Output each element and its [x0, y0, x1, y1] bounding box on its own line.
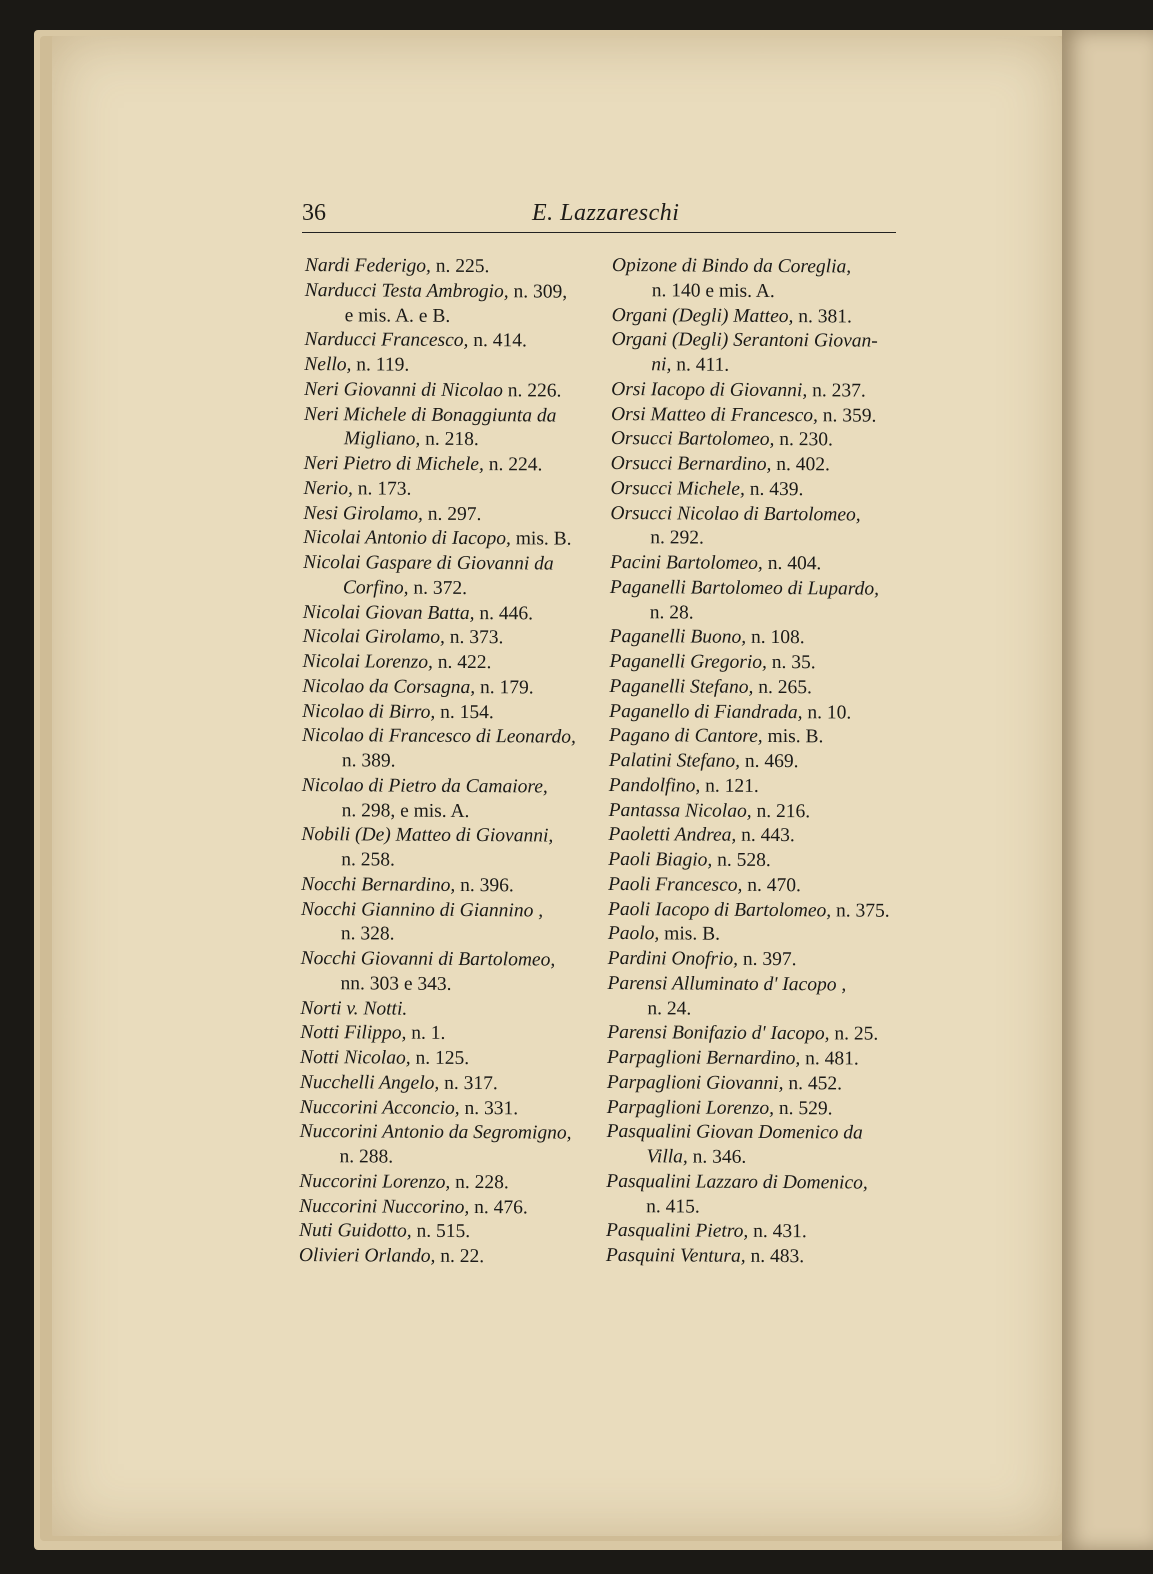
- entry-name: Organi (Degli) Serantoni Giovan-: [611, 329, 878, 352]
- entry-reference: n. 309,: [508, 280, 568, 303]
- index-entry: [609, 724, 913, 751]
- entry-reference: n. 422.: [432, 651, 492, 674]
- entry-reference: n. 125.: [410, 1047, 470, 1070]
- entry-name: Paganelli Gregorio,: [609, 650, 768, 673]
- index-entry: [607, 972, 911, 999]
- entry-reference: n. 328.: [340, 923, 395, 945]
- index-entry: [304, 378, 604, 405]
- index-entry: [300, 1071, 600, 1098]
- entry-name: Paganelli Stefano,: [609, 675, 754, 698]
- index-entry-continuation: [301, 848, 601, 875]
- index-entry-continuation: [606, 1145, 910, 1172]
- entry-name: Organi (Degli) Matteo,: [611, 304, 794, 327]
- entry-name: Nicolao di Francesco di Leonardo,: [301, 725, 577, 748]
- index-entry: [608, 922, 912, 949]
- entry-reference: n. 373.: [444, 627, 504, 649]
- index-entry: [304, 452, 604, 479]
- index-column-left: [299, 254, 605, 1271]
- entry-reference: n. 483.: [745, 1245, 805, 1268]
- entry-reference: mis. B.: [659, 923, 721, 945]
- entry-name: Nocchi Giannino di Giannino ,: [300, 898, 544, 921]
- index-entry: [302, 774, 602, 801]
- entry-reference: n. 411.: [671, 354, 730, 376]
- index-entry: [607, 1046, 911, 1073]
- index-entry: [610, 551, 914, 578]
- entry-name: Neri Giovanni di Nicolao: [304, 378, 504, 401]
- entry-name: Pardini Onofrio,: [607, 947, 739, 970]
- index-entry: [301, 823, 601, 850]
- index-entry: [302, 724, 602, 751]
- entry-reference: mis. B.: [762, 726, 824, 748]
- entry-reference: n. 372.: [408, 577, 468, 599]
- entry-name: Paoletti Andrea,: [608, 824, 737, 847]
- entry-name: Paganelli Buono,: [609, 626, 747, 649]
- entry-name: Olivieri Orlando,: [298, 1244, 436, 1267]
- entry-reference: n. 529.: [773, 1097, 833, 1119]
- index-entry-continuation: [305, 303, 605, 330]
- index-entry: [301, 897, 601, 924]
- index-entry: [299, 1244, 599, 1271]
- entry-name: Nicolai Antonio di Iacopo,: [303, 527, 511, 550]
- entry-reference: n. 397.: [738, 948, 797, 971]
- entry-name: Nardi Federigo,: [304, 254, 432, 277]
- entry-name: Pacini Bartolomeo,: [610, 551, 763, 574]
- index-entry: [302, 675, 602, 702]
- entry-name: Paganelli Bartolomeo di Lupardo,: [609, 576, 880, 600]
- entry-reference: e mis. A. e B.: [344, 304, 451, 327]
- entry-name: Nicolai Giovan Batta,: [302, 601, 475, 624]
- entry-reference: n. 228.: [450, 1171, 509, 1194]
- entry-name: Parpaglioni Lorenzo,: [606, 1096, 775, 1119]
- entry-reference: n. 528.: [712, 849, 771, 871]
- entry-name: Nuccorini Acconcio,: [299, 1096, 460, 1119]
- entry-name-continuation: Migliano,: [343, 428, 421, 450]
- entry-reference: n. 359.: [817, 404, 877, 427]
- entry-name: Nobili (De) Matteo di Giovanni,: [301, 824, 554, 847]
- entry-reference: n. 265.: [753, 676, 812, 698]
- entry-name: Paolo,: [607, 923, 660, 945]
- index-entry: [611, 427, 915, 454]
- entry-reference: n. 140 e mis. A.: [651, 279, 775, 302]
- index-entry: [304, 328, 604, 355]
- entry-reference: n. 446.: [474, 602, 534, 624]
- entry-reference: n. 224.: [483, 454, 543, 476]
- index-entry: [607, 1095, 911, 1122]
- entry-name: Notti Nicolao,: [300, 1046, 411, 1069]
- index-entry: [300, 996, 600, 1023]
- entry-reference: n. 402.: [771, 453, 830, 476]
- index-entry-continuation: [302, 798, 602, 825]
- entry-name: Pasqualini Lazzaro di Domenico,: [606, 1170, 868, 1194]
- entry-reference: n. 298, e mis. A.: [341, 799, 470, 822]
- index-entry: [301, 947, 601, 974]
- entry-reference: n. 415.: [646, 1195, 700, 1218]
- entry-name: Parensi Bonifazio d' Iacopo,: [607, 1022, 830, 1045]
- entry-name: Orsucci Nicolao di Bartolomeo,: [610, 502, 861, 526]
- entry-name: Nerio,: [303, 477, 353, 500]
- entry-reference: n. 10.: [802, 701, 852, 723]
- index-entry: [609, 675, 913, 702]
- index-entry: [303, 477, 603, 504]
- index-entry: [607, 1021, 911, 1048]
- entry-reference: n. 431.: [748, 1221, 807, 1243]
- entry-name: Paoli Biagio,: [608, 848, 713, 871]
- entry-name: Notti Filippo,: [300, 1022, 407, 1044]
- entry-reference: n. 375.: [831, 899, 890, 922]
- index-entry: [608, 947, 912, 974]
- index-entry: [610, 576, 914, 603]
- entry-name: Narducci Francesco,: [304, 329, 469, 352]
- entry-reference: n. 317.: [439, 1072, 498, 1094]
- index-entry: [301, 873, 601, 900]
- entry-name: Parensi Alluminato d' Iacopo ,: [607, 972, 847, 996]
- entry-name: Norti v. Notti.: [300, 997, 408, 1020]
- entry-name: Nicolai Girolamo,: [302, 626, 446, 649]
- index-entry-continuation: [610, 526, 914, 553]
- entry-name: Neri Michele di Bonaggiunta da: [303, 403, 557, 427]
- index-entry: [303, 625, 603, 652]
- index-entry: [610, 625, 914, 652]
- entry-name: Pasqualini Pietro,: [605, 1220, 749, 1243]
- entry-name: Nesi Girolamo,: [303, 502, 424, 525]
- entry-reference: n. 108.: [746, 627, 805, 649]
- index-entry: [607, 1071, 911, 1098]
- index-entry: [609, 699, 913, 726]
- index-entry-continuation: [606, 1194, 910, 1221]
- facing-page-edge: [1062, 30, 1153, 1550]
- index-entry-continuation: [304, 427, 604, 454]
- entry-name: Pagano di Cantore,: [608, 725, 763, 748]
- entry-name: Nuccorini Antonio da Segromigno,: [299, 1121, 572, 1144]
- entry-name: Parpaglioni Giovanni,: [606, 1071, 784, 1094]
- entry-name: Nicolao da Corsagna,: [302, 675, 476, 698]
- entry-name: Paganello di Fiandrada,: [609, 700, 803, 723]
- index-entry: [609, 798, 913, 825]
- entry-name: Nicolai Gaspare di Giovanni da: [303, 551, 554, 575]
- entry-reference: n. 121.: [700, 775, 759, 797]
- entry-reference: n. 443.: [736, 825, 795, 847]
- entry-name: Nello,: [304, 353, 352, 376]
- index-entry: [302, 699, 602, 726]
- index-entry: [300, 1046, 600, 1073]
- entry-reference: n. 331.: [459, 1097, 519, 1119]
- entry-reference: n. 481.: [800, 1048, 859, 1070]
- entry-name-continuation: Corfino,: [342, 576, 409, 599]
- index-entry: [300, 1120, 600, 1147]
- entry-reference: mis. B.: [510, 528, 572, 550]
- index-entry-continuation: [301, 922, 601, 949]
- entry-reference: n. 258.: [341, 849, 395, 871]
- index-entry-continuation: [611, 353, 915, 380]
- entry-reference: n. 24.: [647, 997, 692, 1019]
- index-entry-continuation: [610, 600, 914, 627]
- entry-name-continuation: Villa,: [646, 1146, 688, 1168]
- entry-reference: n. 476.: [469, 1196, 528, 1218]
- index-entry: [608, 848, 912, 875]
- index-entry: [608, 823, 912, 850]
- index-entry: [303, 526, 603, 553]
- entry-reference: n. 237.: [807, 379, 866, 402]
- entry-reference: n. 389.: [341, 750, 396, 772]
- index-entry-continuation: [300, 972, 600, 999]
- entry-reference: n. 414.: [468, 330, 527, 352]
- entry-reference: n. 515.: [411, 1220, 471, 1243]
- entry-reference: n. 179.: [475, 676, 534, 699]
- entry-name: Pasquini Ventura,: [605, 1244, 746, 1267]
- index-entry: [299, 1194, 599, 1221]
- index-entry: [304, 353, 604, 380]
- entry-name: Nicolao di Pietro da Camaiore,: [301, 774, 548, 798]
- entry-reference: n. 396.: [455, 874, 514, 897]
- index-entry: [611, 402, 915, 429]
- entry-name: Nuccorini Lorenzo,: [299, 1170, 451, 1193]
- index-entry: [305, 279, 605, 306]
- index-entry-continuation: [299, 1145, 599, 1172]
- entry-reference: n. 470.: [742, 874, 802, 896]
- index-entry-continuation: [612, 279, 916, 306]
- index-entry: [606, 1244, 910, 1271]
- entry-reference: n. 216.: [751, 800, 811, 822]
- entry-name: Opizone di Bindo da Coreglia,: [611, 254, 852, 278]
- entry-name: Orsucci Bernardino,: [610, 452, 772, 475]
- entry-reference: n. 230.: [774, 429, 833, 451]
- entry-reference: n. 292.: [650, 527, 704, 549]
- page-number: 36: [302, 200, 326, 226]
- entry-name: Pantassa Nicolao,: [608, 799, 752, 822]
- index-entry-continuation: [303, 576, 603, 603]
- index-entry: [304, 402, 604, 429]
- entry-reference: n. 225.: [430, 255, 490, 278]
- entry-name: Neri Pietro di Michele,: [303, 452, 484, 476]
- index-entry: [302, 650, 602, 677]
- index-entry: [303, 501, 603, 528]
- entry-name: Orsi Iacopo di Giovanni,: [611, 378, 808, 401]
- index-entry: [609, 774, 913, 801]
- index-entry: [611, 328, 915, 355]
- entry-name: Narducci Testa Ambrogio,: [304, 279, 509, 302]
- index-entry: [610, 501, 914, 528]
- entry-reference: n. 1.: [406, 1022, 446, 1045]
- entry-name: Nicolai Lorenzo,: [302, 650, 433, 673]
- entry-name: Palatini Stefano,: [608, 749, 741, 772]
- entry-name: Nocchi Bernardino,: [301, 873, 456, 896]
- index-entry: [608, 897, 912, 924]
- entry-name: Paoli Francesco,: [608, 873, 743, 896]
- index-entry: [610, 477, 914, 504]
- entry-reference: n. 22.: [435, 1245, 485, 1268]
- entry-name: Nocchi Giovanni di Bartolomeo,: [300, 947, 556, 971]
- entry-reference: n. 381.: [793, 305, 852, 327]
- running-header: [302, 200, 896, 233]
- entry-reference: n. 439.: [744, 478, 804, 500]
- index-entry: [612, 303, 916, 330]
- entry-name: Orsucci Bartolomeo,: [610, 428, 775, 451]
- entry-reference: nn. 303 e 343.: [340, 972, 452, 995]
- entry-reference: n. 154.: [435, 701, 494, 723]
- index-entry: [299, 1219, 599, 1246]
- entry-reference: n. 119.: [351, 354, 410, 376]
- running-title: E. Lazzareschi: [532, 200, 680, 226]
- index-entry: [303, 600, 603, 627]
- entry-reference: n. 173.: [352, 478, 412, 500]
- index-entry: [303, 551, 603, 578]
- index-entry: [609, 650, 913, 677]
- index-entry: [608, 873, 912, 900]
- index-entry: [299, 1170, 599, 1197]
- index-column-right: [606, 254, 916, 1271]
- entry-name: Nuccorini Nuccorino,: [299, 1195, 470, 1218]
- index-entry: [305, 254, 605, 281]
- entry-name: Nuti Guidotto,: [298, 1220, 412, 1242]
- entry-name: Orsi Matteo di Francesco,: [610, 403, 818, 426]
- index-entry: [611, 378, 915, 405]
- entry-reference: n. 218.: [420, 428, 479, 451]
- index-entry: [300, 1021, 600, 1048]
- entry-reference: n. 469.: [739, 750, 799, 773]
- entry-reference: n. 226.: [502, 379, 562, 402]
- entry-name: Nucchelli Angelo,: [299, 1071, 440, 1094]
- entry-reference: n. 404.: [762, 552, 822, 575]
- entry-name-continuation: ni,: [651, 354, 672, 376]
- entry-name: Pasqualini Giovan Domenico da: [606, 1121, 863, 1144]
- entry-reference: n. 297.: [422, 503, 482, 525]
- entry-reference: n. 25.: [829, 1023, 879, 1045]
- entry-name: Nicolao di Birro,: [302, 700, 436, 723]
- entry-name: Parpaglioni Bernardino,: [607, 1046, 801, 1070]
- index-entry: [609, 749, 913, 776]
- entry-reference: n. 35.: [766, 651, 816, 674]
- entry-reference: n. 346.: [687, 1146, 747, 1168]
- entry-name: Pandolfino,: [608, 774, 701, 797]
- entry-reference: n. 28.: [649, 601, 694, 624]
- entry-name: Orsucci Michele,: [610, 477, 745, 500]
- index-entry: [612, 254, 916, 281]
- index-entry: [300, 1095, 600, 1122]
- index-entry: [611, 452, 915, 479]
- index-entry-continuation: [607, 996, 911, 1023]
- entry-reference: n. 452.: [783, 1072, 843, 1095]
- entry-reference: n. 288.: [339, 1146, 394, 1168]
- entry-name: Paoli Iacopo di Bartolomeo,: [607, 898, 832, 921]
- index-entry: [606, 1170, 910, 1197]
- index-entry: [607, 1120, 911, 1147]
- index-entry-continuation: [302, 749, 602, 776]
- index-entry: [606, 1219, 910, 1246]
